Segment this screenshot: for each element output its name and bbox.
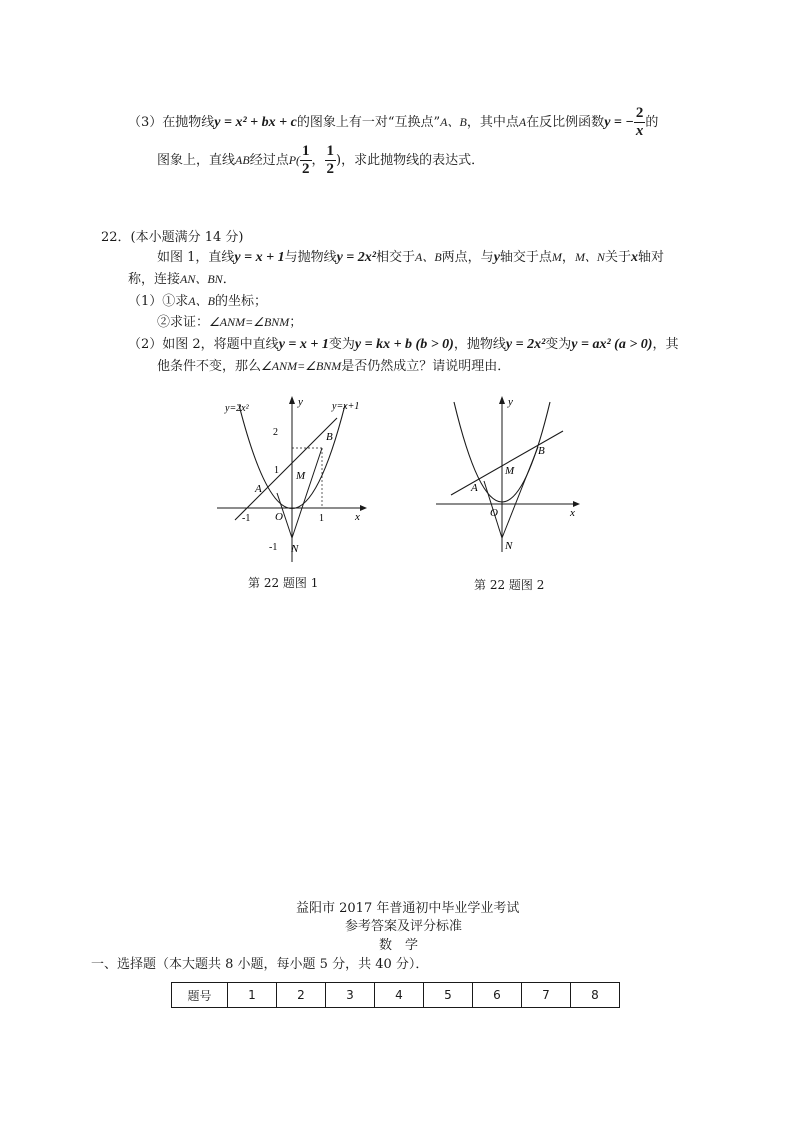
text-segment: 图象上，直线 [157,153,236,168]
text-segment: （2）如图 2，将题中直线 [128,337,279,352]
point-a-label: A [255,483,262,495]
segment-bn [292,448,322,538]
point-n-label: N [291,543,299,555]
point-p-label: P( [288,153,301,167]
table-cell: 5 [424,983,473,1008]
table-cell: 3 [326,983,375,1008]
text-segment: 关于 [604,250,631,265]
text-segment: ，其 [652,337,679,352]
points-label: M、N [574,250,605,264]
section-1-heading: 一、选择题（本大题共 8 小题，每小题 5 分，共 40 分）． [91,957,429,972]
axis-label: x [630,250,638,265]
text-segment: ． [222,272,236,287]
q22-header: 22．(本小题满分 14 分) [101,230,244,245]
y-axis-arrow-icon [289,396,295,404]
figure-2 [434,392,582,554]
point-m-label: M [296,470,306,482]
q22-part1-b [157,311,302,330]
tick-label: 1 [274,465,279,476]
y-axis-label: y [508,396,513,408]
text-segment: 轴对 [637,250,664,265]
point-m-label: M [505,465,515,477]
segments-label: AN、BN [180,272,223,286]
text-segment: ，其中点 [466,115,519,130]
tick-label: -1 [269,542,278,553]
text-segment: 的图象上有一对“互换点” [296,115,441,130]
parabola-equation: y = x² + bx + c [214,115,297,130]
q21-part3-line2 [157,143,484,178]
text-segment: （3）在抛物线 [128,115,215,130]
table-row [172,983,620,1008]
segment-bn [502,447,538,538]
point-label: A [518,115,527,129]
line-equation: y = x + 1 [234,250,285,265]
table-cell: 7 [522,983,571,1008]
answer-table [171,982,620,1008]
q22-intro-line2 [128,268,236,287]
line-label: y=x+1 [332,401,360,412]
tick-label: -1 [242,513,251,524]
line-label: AB [235,153,250,167]
fraction-numerator: 1 [326,143,335,159]
y-axis-arrow-icon [499,396,505,404]
parabola-equation: y = 2x² [505,337,546,352]
table-cell: 1 [228,983,277,1008]
point-a-label: A [471,482,478,494]
x-axis-arrow-icon [360,505,367,511]
point-b-label: B [326,431,333,443]
q22-part2-line1 [128,333,679,353]
tick-label: 1 [319,513,324,524]
point-label: M [551,250,562,264]
text-segment: 经过点 [249,153,289,168]
text-segment: 变为 [545,337,572,352]
answers-subject: 数 学 [379,938,419,953]
text-segment: 是否仍然成立？请说明理由． [341,359,511,374]
x-axis-label: x [570,507,575,519]
parabola-equation: y = 2x² [336,250,376,265]
answers-title: 益阳市 2017 年普通初中毕业学业考试 [296,901,520,916]
q22-part1-a [128,290,267,309]
text-segment: ； [289,315,303,330]
answers-subtitle: 参考答案及评分标准 [345,919,463,934]
line-equation-general: y = kx + b (b > 0) [354,337,454,352]
y-axis-label: y [298,396,303,408]
points-label: A、B [415,250,442,264]
text-segment: 轴交于点 [499,250,552,265]
inverse-function-prefix: y = − [604,115,634,130]
inverse-function-fraction [634,105,646,140]
text-segment: 在反比例函数 [526,115,605,130]
axis-label: y [493,250,500,265]
origin-label: O [490,507,498,519]
text-segment: 他条件不变，那么 [157,359,262,374]
text-segment: )，求此抛物线的表达式． [336,153,485,168]
text-segment: ， [311,153,325,168]
text-segment: 如图 1，直线 [157,250,235,265]
fraction-numerator: 1 [302,143,310,159]
fraction-denominator: x [635,123,644,139]
line-kx-plus-b [451,431,563,495]
parabola-label: y=2x² [225,403,249,414]
text-segment: 变为 [328,337,355,352]
text-segment: （1）①求 [128,294,189,309]
fraction-denominator: 2 [326,161,335,177]
angle-equation: ∠ANM=∠BNM [261,359,342,373]
line-equation: y = x + 1 [278,337,329,352]
q22-intro-line1 [157,246,664,266]
fraction-half [325,143,337,178]
text-segment: 称，连接 [128,272,181,287]
q21-part3-line1 [128,105,658,140]
text-segment: ， [561,250,575,265]
parabola-equation-general: y = ax² (a > 0) [571,337,653,352]
text-segment: 两点，与 [441,250,494,265]
origin-label: O [275,511,283,523]
table-cell: 6 [473,983,522,1008]
text-segment: 相交于 [375,250,415,265]
fraction-half [300,143,312,178]
point-b-label: B [538,445,545,457]
tick-label: 2 [273,427,278,438]
table-cell: 题号 [172,983,228,1008]
points-label: A、B [188,294,215,308]
text-segment: 的坐标； [214,294,267,309]
figure-1-caption: 第 22 题图 1 [248,576,319,590]
text-segment: ②求证： [157,315,210,330]
fraction-numerator: 2 [635,105,644,121]
figure-1 [212,392,368,564]
text-segment: ，抛物线 [453,337,506,352]
points-label: A、B [440,115,467,129]
figure-2-caption: 第 22 题图 2 [474,578,545,592]
table-cell: 2 [277,983,326,1008]
x-axis-label: x [355,511,360,523]
point-n-label: N [505,540,513,552]
fraction-denominator: 2 [302,161,310,177]
text-segment: 的 [645,115,659,130]
angle-equation: ∠ANM=∠BNM [209,315,290,329]
q22-part2-line2 [157,355,510,374]
text-segment: 与抛物线 [284,250,337,265]
table-cell: 8 [571,983,620,1008]
table-cell: 4 [375,983,424,1008]
